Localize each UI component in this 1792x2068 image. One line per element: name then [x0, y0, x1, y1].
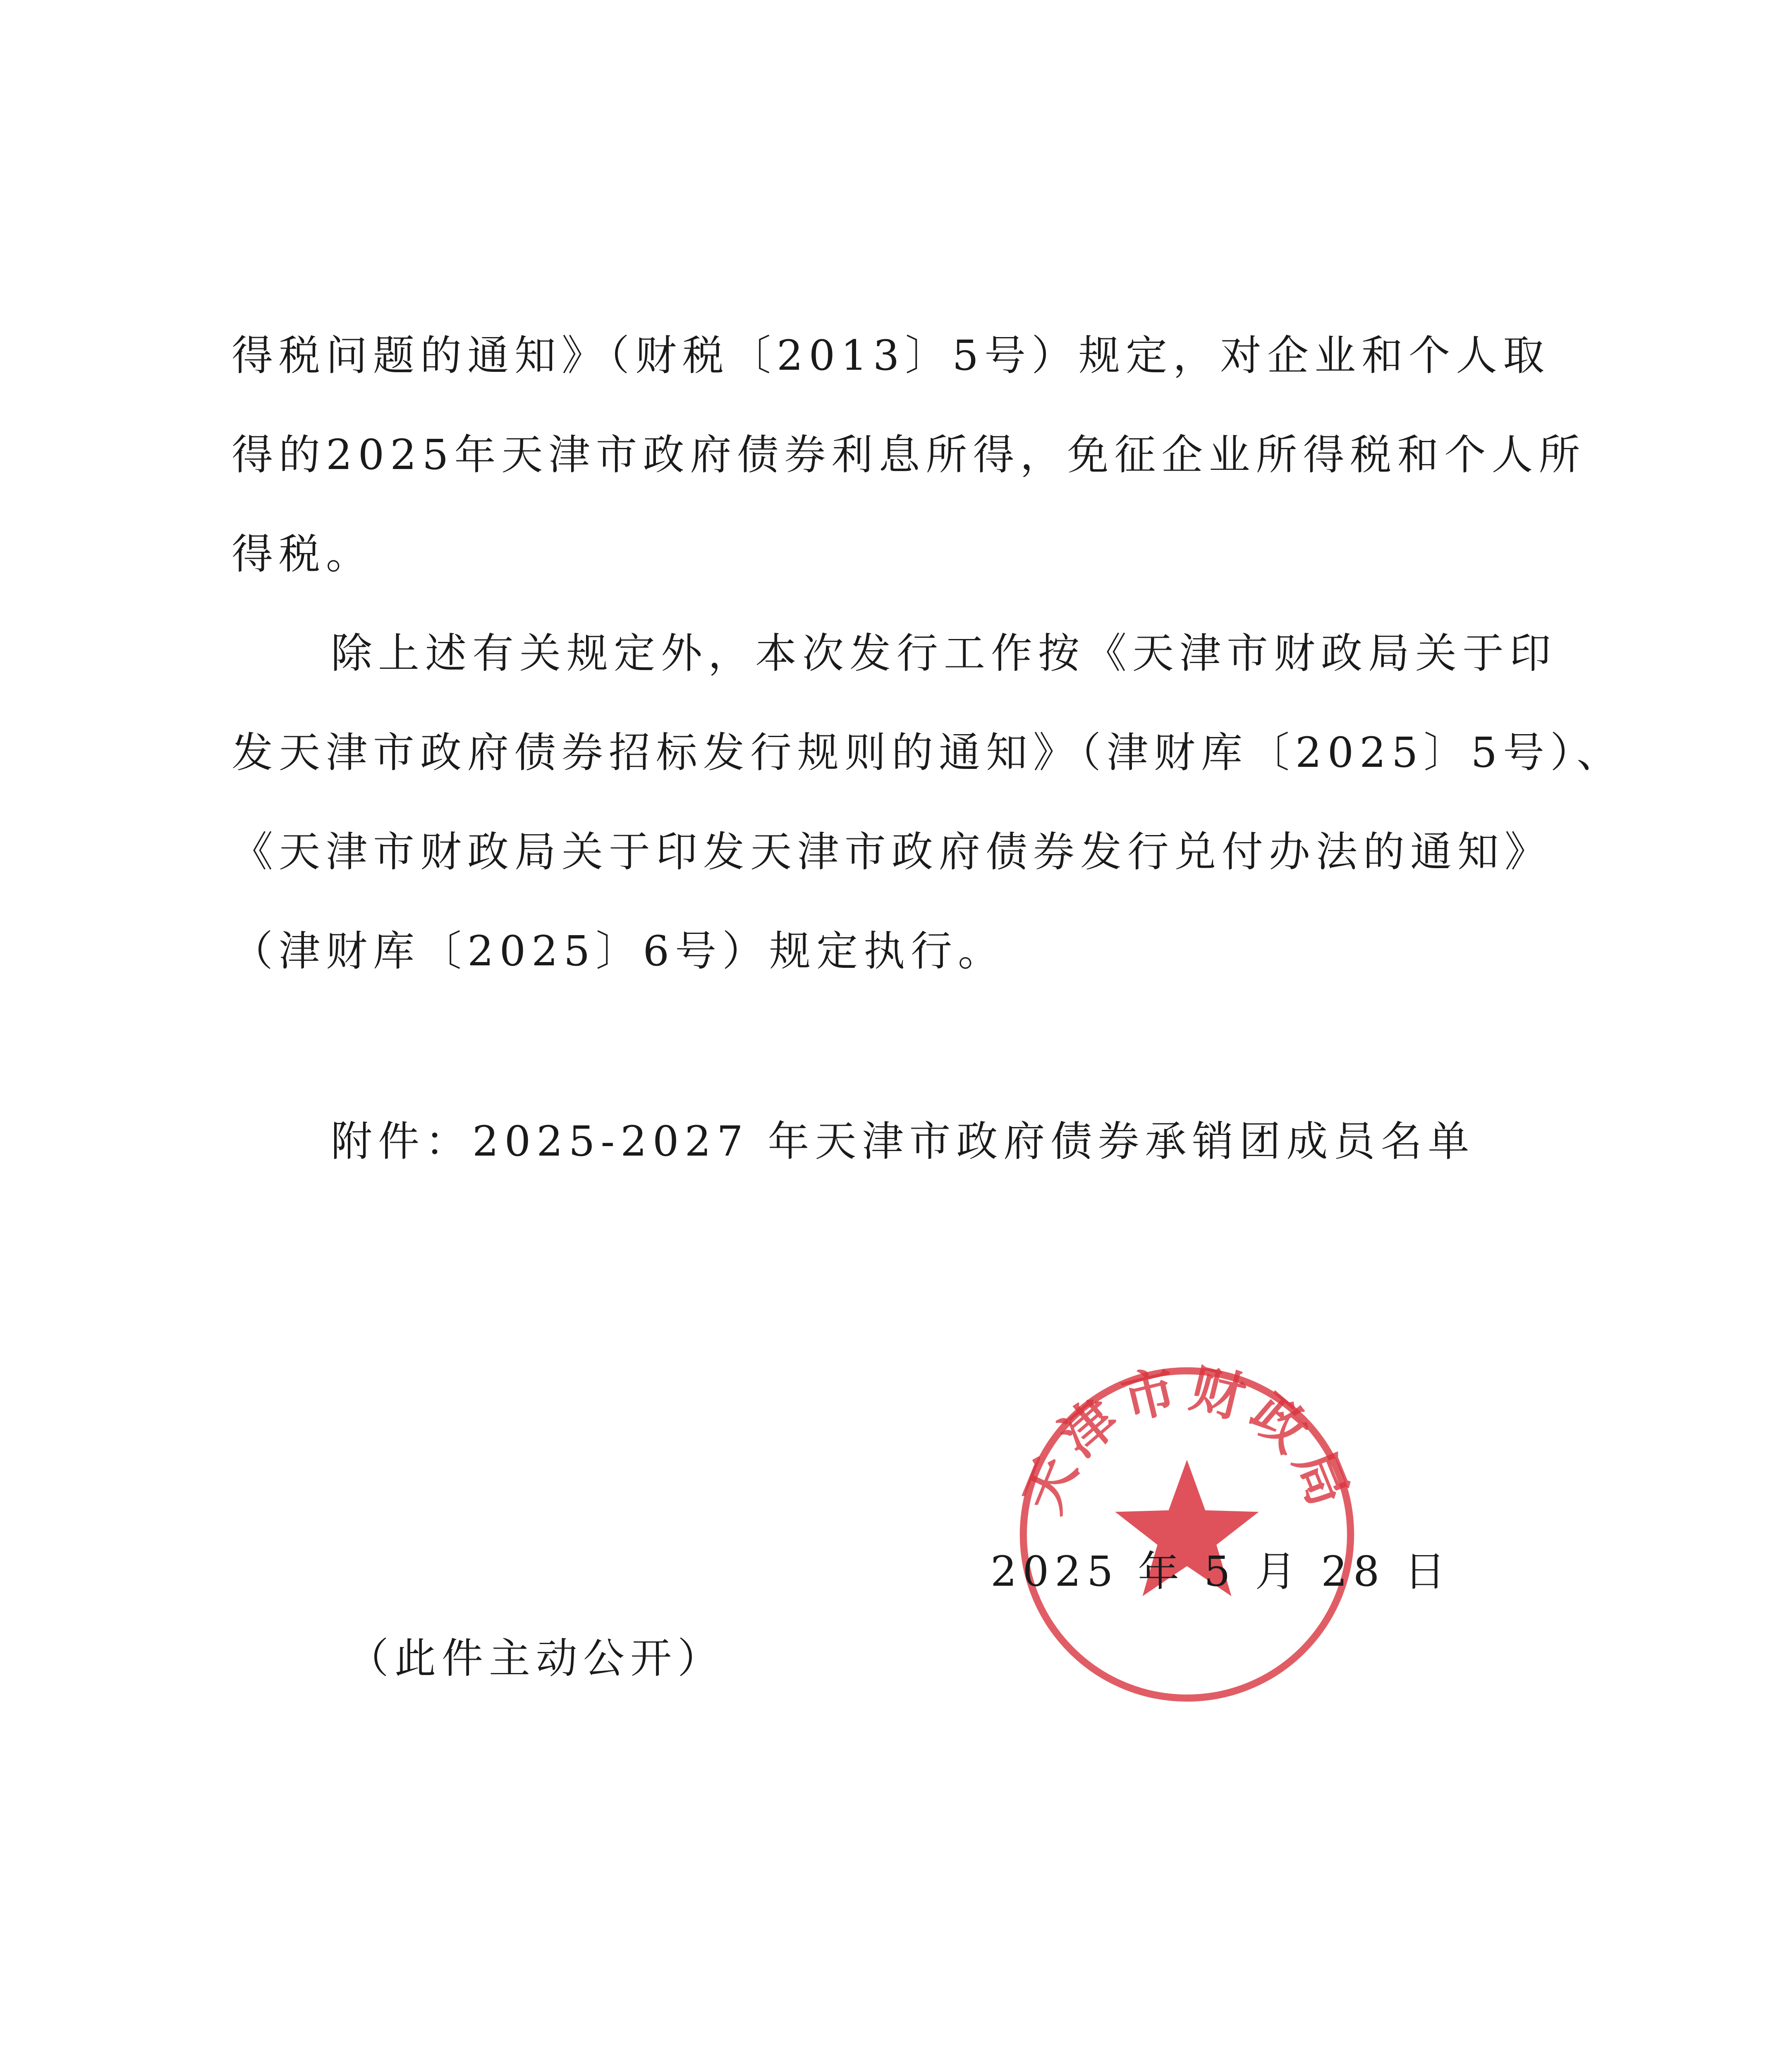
body-line: 除上述有关规定外，本次发行工作按《天津市财政局关于印 [331, 629, 1557, 677]
body-line: 得的2025年天津市政府债券利息所得，免征企业所得税和个人所 [232, 431, 1586, 479]
disclosure-note: （此件主动公开） [347, 1634, 725, 1683]
svg-text:天津市财政局: 天津市财政局 [1011, 1357, 1363, 1521]
official-seal [1009, 1357, 1365, 1712]
body-line: 发天津市政府债券招标发行规则的通知》（津财库〔2025〕5号）、 [232, 728, 1624, 777]
signature-date: 2025 年 5 月 28 日 [991, 1547, 1452, 1596]
body-line: （津财库〔2025〕6号）规定执行。 [232, 927, 1005, 975]
body-line: 《天津市财政局关于印发天津市政府债券发行兑付办法的通知》 [232, 828, 1552, 876]
attachment-line: 附件：2025-2027 年天津市政府债券承销团成员名单 [331, 1117, 1475, 1166]
body-line: 得税问题的通知》（财税〔2013〕5号）规定，对企业和个人取 [232, 331, 1550, 380]
body-line: 得税。 [232, 530, 373, 578]
